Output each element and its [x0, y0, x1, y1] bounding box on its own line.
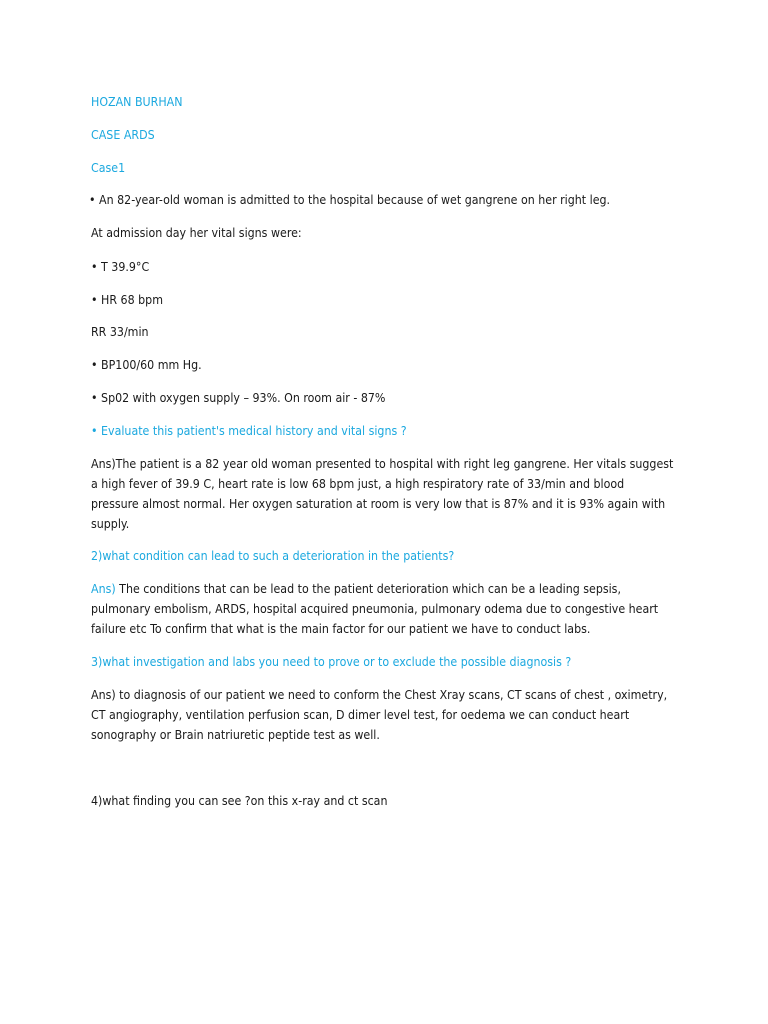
author-name: HOZAN BURHAN [91, 95, 183, 109]
answer-1-line: supply. [91, 517, 130, 531]
vital-respiratory-rate: RR 33/min [91, 325, 149, 339]
answer-3-line: Ans) to diagnosis of our patient we need to conform the Chest Xray scans, CT scans of chest , oximetry, [91, 688, 668, 702]
answer-1-line: Ans)The patient is a 82 year old woman presented to hospital with right leg gangrene. Her vitals suggest [91, 457, 674, 471]
answer-2-prefix: Ans) [91, 582, 116, 596]
answer-3-line: CT angiography, ventilation perfusion scan, D dimer level test, for oedema we can conduct heart [91, 708, 630, 722]
answer-1-line: a high fever of 39.9 C, heart rate is low 68 bpm just, a high respiratory rate of 33/min and blood [91, 477, 625, 491]
intro-bullet: • An 82-year-old woman is admitted to the hospital because of wet gangrene on her right leg. [89, 193, 611, 207]
case-title: CASE ARDS [91, 128, 155, 142]
vital-spo2: • Sp02 with oxygen supply – 93%. On room air - 87% [91, 391, 386, 405]
question-3: 3)what investigation and labs you need to prove or to exclude the possible diagnosis ? [91, 655, 572, 669]
question-2: 2)what condition can lead to such a deterioration in the patients? [91, 549, 455, 563]
answer-2-line: failure etc To confirm that what is the main factor for our patient we have to conduct labs. [91, 622, 591, 636]
case-label: Case1 [91, 161, 126, 175]
vital-temperature: • T 39.9°C [91, 260, 150, 274]
answer-2-line [91, 579, 621, 599]
answer-3-line: sonography or Brain natriuretic peptide test as well. [91, 728, 380, 742]
answer-2-line: pulmonary embolism, ARDS, hospital acquired pneumonia, pulmonary odema due to congestive heart [91, 602, 659, 616]
question-1: • Evaluate this patient's medical history and vital signs ? [91, 424, 407, 438]
vital-blood-pressure: • BP100/60 mm Hg. [91, 358, 202, 372]
vital-heart-rate: • HR 68 bpm [91, 293, 163, 307]
answer-1-line: pressure almost normal. Her oxygen saturation at room is very low that is 87% and it is 93% again with [91, 497, 666, 511]
vitals-heading: At admission day her vital signs were: [91, 226, 302, 240]
question-4: 4)what finding you can see ?on this x-ray and ct scan [91, 794, 388, 808]
answer-2-text: The conditions that can be lead to the patient deterioration which can be a leading sepsis, [115, 582, 621, 596]
